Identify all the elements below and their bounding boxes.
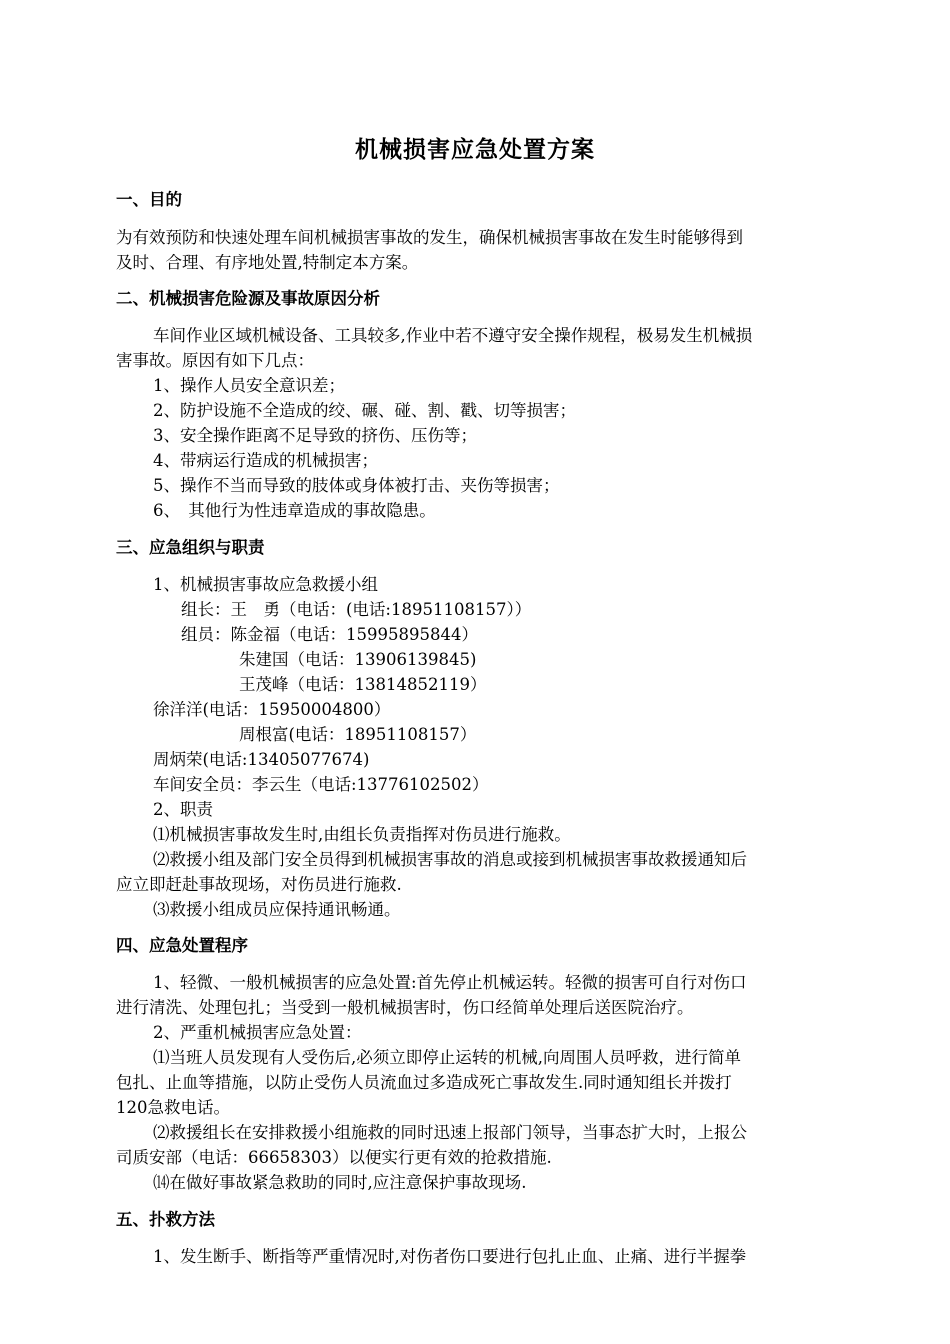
paragraph-line: 害事故。原因有如下几点： (116, 351, 314, 370)
paragraph-line: 司质安部（电话：66658303）以便实行更有效的抢救措施. (116, 1148, 552, 1167)
section-heading-purpose: 一、目的 (116, 190, 182, 209)
list-item: 4、带病运行造成的机械损害； (153, 451, 378, 470)
team-member: 周炳荣(电话:13405077674) (153, 750, 370, 769)
team-member: 徐洋洋(电话：15950004800） (153, 700, 391, 719)
list-item: 2、防护设施不全造成的绞、碾、碰、割、戳、切等损害； (153, 401, 576, 420)
list-item: ⒁在做好事故紧急救助的同时,应注意保护事故现场. (153, 1173, 527, 1192)
paragraph-line: 及时、合理、有序地处置,特制定本方案。 (116, 253, 419, 272)
document-title: 机械损害应急处置方案 (355, 137, 595, 163)
team-leader: 组长：王 勇（电话：(电话:18951108157）） (181, 600, 532, 619)
list-item: 2、职责 (153, 800, 213, 819)
list-item: 3、安全操作距离不足导致的挤伤、压伤等； (153, 426, 477, 445)
paragraph-line: 包扎、止血等措施，以防止受伤人员流血过多造成死亡事故发生.同时通知组长并拨打 (116, 1073, 732, 1092)
section-heading-organization: 三、应急组织与职责 (116, 538, 265, 557)
list-item: 6、 其他行为性违章造成的事故隐患。 (153, 501, 436, 520)
paragraph-line: 进行清洗、处理包扎；当受到一般机械损害时，伤口经简单处理后送医院治疗。 (116, 998, 694, 1017)
team-member: 朱建国（电话：13906139845) (239, 650, 477, 669)
paragraph-line: 120急救电话。 (116, 1098, 230, 1117)
team-member: 组员：陈金福（电话：15995895844） (181, 625, 478, 644)
list-item: 5、操作不当而导致的肢体或身体被打击、夹伤等损害； (153, 476, 560, 495)
paragraph-line: 为有效预防和快速处理车间机械损害事故的发生，确保机械损害事故在发生时能够得到 (116, 228, 743, 247)
paragraph-line: 车间作业区域机械设备、工具较多,作业中若不遵守安全操作规程，极易发生机械损 (153, 326, 753, 345)
paragraph-line: 1、发生断手、断指等严重情况时,对伤者伤口要进行包扎止血、止痛、进行半握拳 (153, 1247, 747, 1266)
list-item: 1、机械损害事故应急救援小组 (153, 575, 378, 594)
paragraph-line: 应立即赶赴事故现场，对伤员进行施救. (116, 875, 402, 894)
list-item: 2、严重机械损害应急处置： (153, 1023, 362, 1042)
section-heading-rescue-methods: 五、扑救方法 (116, 1210, 215, 1229)
list-item: ⑵救援组长在安排救援小组施救的同时迅速上报部门领导，当事态扩大时，上报公 (153, 1123, 747, 1142)
list-item: ⑴机械损害事故发生时,由组长负责指挥对伤员进行施救。 (153, 825, 571, 844)
section-heading-procedure: 四、应急处置程序 (116, 936, 248, 955)
section-heading-hazard-analysis: 二、机械损害危险源及事故原因分析 (116, 289, 380, 308)
team-member: 周根富(电话：18951108157） (239, 725, 477, 744)
list-item: 1、操作人员安全意识差； (153, 376, 345, 395)
list-item: ⑶救援小组成员应保持通讯畅通。 (153, 900, 401, 919)
list-item: ⑵救援小组及部门安全员得到机械损害事故的消息或接到机械损害事故救援通知后 (153, 850, 747, 869)
list-item: ⑴当班人员发现有人受伤后,必须立即停止运转的机械,向周围人员呼救，进行简单 (153, 1048, 741, 1067)
safety-officer: 车间安全员：李云生（电话:13776102502） (153, 775, 489, 794)
paragraph-line: 1、轻微、一般机械损害的应急处置:首先停止机械运转。轻微的损害可自行对伤口 (153, 973, 747, 992)
team-member: 王茂峰（电话：13814852119） (239, 675, 487, 694)
